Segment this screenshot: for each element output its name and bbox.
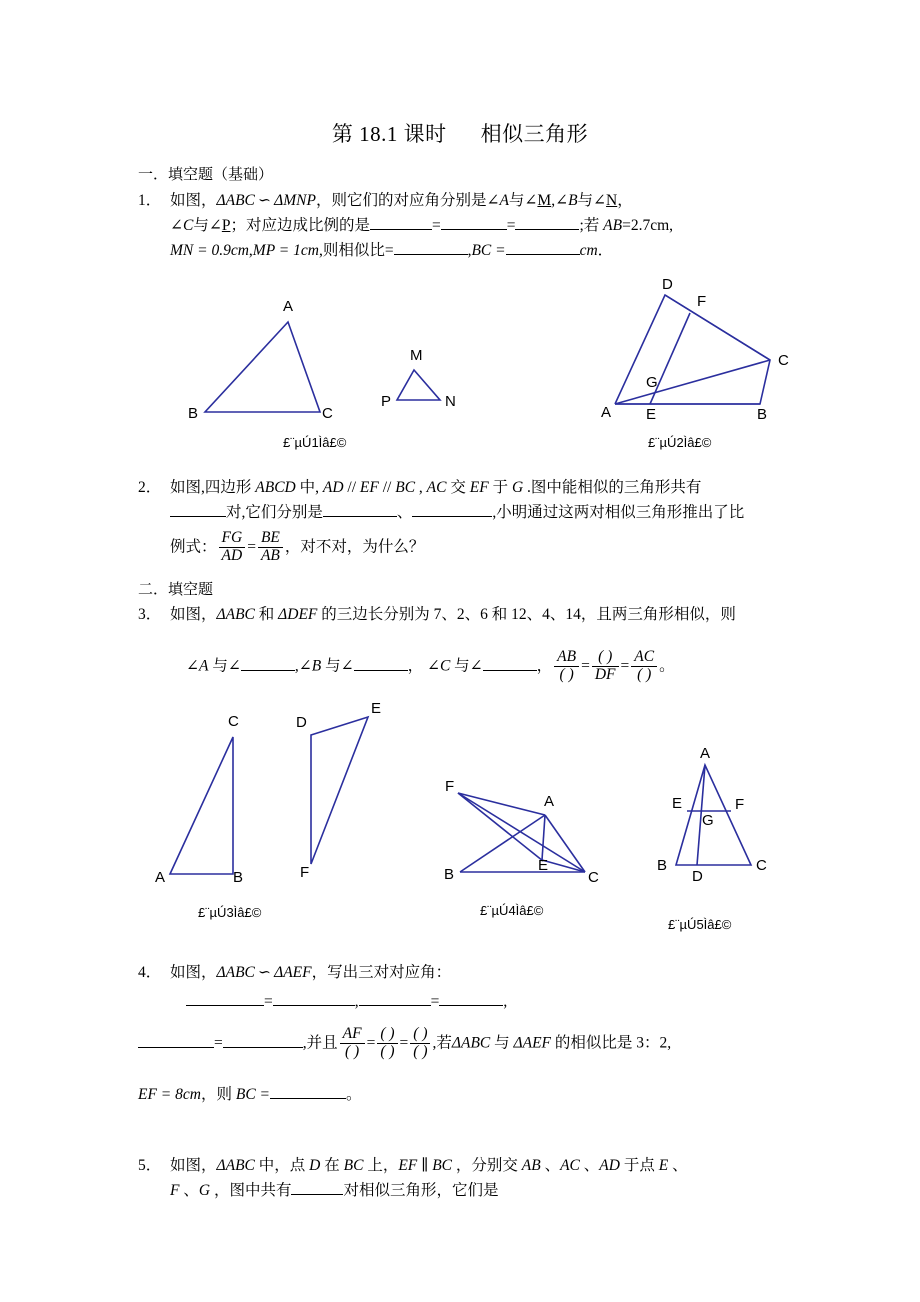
fig3-label-E: E — [371, 700, 382, 717]
q5-l1-h: 于点 — [619, 1157, 659, 1174]
q2-frac2-num: BE — [260, 529, 280, 546]
q4-l3-a: ,并且 — [302, 1034, 338, 1052]
fig2-label-C: C — [778, 352, 789, 369]
q5-l2-b: ，图中共有 — [210, 1182, 292, 1199]
q2-l1-d: 交 — [446, 479, 470, 496]
q1-l2-d: ;若 — [579, 217, 604, 234]
q5-blank-count[interactable] — [291, 1181, 343, 1195]
q4-blank-angle-2b[interactable] — [439, 992, 503, 1006]
q5-parallel: ∥ — [417, 1157, 433, 1174]
q1-l1-d: ,∠ — [551, 192, 569, 209]
question-4 — [138, 960, 838, 1107]
q4-comma-2: , — [503, 993, 508, 1010]
fig5-label-G: G — [702, 812, 714, 829]
q1-l1-a: 如图， — [170, 192, 217, 209]
q4-seg-BC: BC = — [235, 1086, 271, 1104]
q3-frac-ac-num: AC — [634, 648, 655, 665]
fig5-label-A: A — [700, 745, 711, 762]
q4-fraction-af — [340, 1026, 365, 1060]
q4-frac-af-den: ( ) — [340, 1043, 365, 1061]
fig4-label-E: E — [538, 857, 549, 874]
q2-frac2-den: AB — [258, 547, 283, 565]
q3-l1-a: 如图， — [170, 606, 217, 623]
q5-number: 5． — [138, 1157, 162, 1174]
q4-eq-a: = — [366, 1034, 376, 1052]
q2-seg-AD: AD — [322, 479, 344, 496]
q4-triangle-abc: ΔABC — [216, 964, 255, 981]
section-heading-1: 一．填空题（基础） — [138, 167, 274, 183]
fig5-label-F: F — [735, 796, 745, 813]
fig3-caption: £¨µÚ3Ìâ£© — [198, 905, 262, 920]
fig3-label-A: A — [155, 869, 166, 886]
q5-seg-AB: AB — [521, 1157, 541, 1174]
q4-l1-a: 如图， — [170, 964, 217, 981]
q2-l2-a: 对,它们分别是 — [226, 504, 323, 521]
q5-l1-g: 、 — [579, 1157, 600, 1174]
q3-l2-end: 。 — [659, 657, 675, 675]
q3-l2-d: 与∠ — [321, 657, 354, 675]
q1-eq-2: = — [506, 217, 516, 234]
q2-l2-b: 、 — [396, 504, 413, 521]
q2-seg-AC: AC — [426, 479, 447, 496]
q1-triangle-abc: ΔABC — [216, 192, 255, 209]
q3-eq-2: = — [620, 657, 630, 675]
q4-blank-angle-1b[interactable] — [273, 992, 355, 1006]
q1-seg-BC: BC = — [471, 242, 506, 259]
q2-seg-EF: EF — [359, 479, 379, 496]
q1-answer-3[interactable]: P — [221, 217, 231, 234]
q1-seg-MN: MN = 0.9cm — [170, 242, 249, 259]
q1-l1-c: 与∠ — [508, 192, 538, 209]
q4-eq-3: = — [214, 1034, 223, 1052]
q3-frac-ac-den: ( ) — [631, 666, 657, 684]
q3-eq-1: = — [581, 657, 590, 675]
q4-l4-a: ，则 — [200, 1086, 236, 1104]
fig4-label-C: C — [588, 869, 599, 886]
q5-l1-i: 、 — [668, 1157, 688, 1174]
q5-point-F: F — [170, 1182, 180, 1199]
q1-l2-a: ∠ — [170, 217, 183, 234]
q1-l3-a: , — [248, 242, 253, 259]
q4-frac-b-num: ( ) — [380, 1025, 395, 1042]
q1-l1-b: ，则它们的对应角分别是∠ — [315, 192, 500, 209]
q4-eq-2: = — [430, 993, 440, 1010]
fig5-label-D: D — [692, 868, 703, 885]
q2-point-G: G — [511, 479, 524, 496]
q3-frac-ab-num: AB — [557, 648, 577, 665]
q2-parallel-2: // — [378, 479, 396, 496]
q2-quad-abcd: ABCD — [255, 479, 296, 496]
q5-l1-e: ，分别交 — [452, 1157, 522, 1174]
q4-blank-angle-3b[interactable] — [223, 1034, 303, 1048]
q4-l1-b: ，写出三对对应角： — [311, 964, 452, 981]
q4-l4-b: 。 — [346, 1086, 362, 1104]
fig1-label-A: A — [283, 298, 294, 315]
q2-frac1-num: FG — [221, 529, 243, 546]
q5-point-G: G — [198, 1182, 211, 1199]
fig2-label-A: A — [601, 404, 612, 421]
q2-l3-eq: = — [247, 538, 256, 556]
q5-seg-EF: EF — [398, 1157, 418, 1174]
q3-angle-A: A — [199, 657, 209, 675]
fig2-label-B: B — [757, 406, 768, 423]
fig3-label-B: B — [233, 869, 244, 886]
q5-l1-a: 如图， — [170, 1157, 217, 1174]
q2-l3-b: ，对不对，为什么？ — [284, 538, 425, 556]
fig4-label-B: B — [444, 866, 455, 883]
question-5 — [138, 1153, 838, 1203]
q1-answer-1[interactable]: M — [537, 192, 552, 209]
q4-blank-angle-2a[interactable] — [359, 992, 431, 1006]
fig5-label-C: C — [756, 857, 767, 874]
q1-l3-comma: , — [467, 242, 472, 259]
q1-answer-2[interactable]: N — [606, 192, 618, 209]
q4-l3-d: 的相似比是 3：2, — [551, 1034, 672, 1052]
q1-l2-c: ；对应边成比例的是 — [230, 217, 370, 234]
q1-l1-f: ， — [617, 192, 633, 209]
q4-l3-c: 与 — [490, 1034, 514, 1052]
fig3-label-D: D — [296, 714, 307, 731]
q4-blank-bc[interactable] — [270, 1085, 346, 1099]
q2-l1-a: 如图,四边形 — [170, 479, 256, 496]
q4-frac-c-num: ( ) — [413, 1025, 428, 1042]
q3-l2-a: ∠ — [186, 657, 199, 675]
q4-frac-af-num: AF — [342, 1025, 362, 1042]
q2-seg-EF-2: EF — [469, 479, 489, 496]
q4-triangle-aef: ΔAEF — [274, 964, 312, 981]
q5-triangle-abc: ΔABC — [216, 1157, 255, 1174]
q1-similar-sign: ∽ — [258, 192, 271, 209]
q2-parallel-1: // — [343, 479, 360, 496]
q1-seg-MP: MP = 1cm — [252, 242, 319, 259]
fig5-label-E: E — [672, 795, 683, 812]
q1-l2-e: =2.7cm, — [622, 217, 674, 234]
section-heading-2: 二．填空题 — [138, 582, 214, 598]
q3-frac-ab-den: ( ) — [554, 666, 579, 684]
fig5-label-B: B — [657, 857, 668, 874]
fig2-label-F: F — [697, 293, 707, 310]
q1-l1-e: 与∠ — [577, 192, 607, 209]
q1-angle-C: C — [183, 217, 194, 234]
q4-blank-angle-1a[interactable] — [186, 992, 264, 1006]
fig4-label-A: A — [544, 793, 555, 810]
q4-comma-1: , — [354, 993, 359, 1010]
q2-number: 2． — [138, 479, 162, 496]
q4-l3-b: ,若 — [432, 1034, 452, 1052]
q2-l2-c: ,小明通过这两对相似三角形推出了比 — [492, 504, 745, 521]
q2-l1-b: 中, — [295, 479, 323, 496]
q1-seg-AB: AB — [603, 217, 623, 234]
q1-eq-1: = — [431, 217, 441, 234]
fig1-caption: £¨µÚ1Ìâ£© — [283, 435, 347, 450]
q3-l1-c: 的三边长分别为 7、2、6 和 12、4、14，且两三角形相似，则 — [317, 606, 736, 623]
q5-seg-BC-2: BC — [432, 1157, 452, 1174]
q3-frac-df-num: ( ) — [598, 648, 613, 665]
q3-l2-g: ， — [536, 657, 553, 675]
q5-seg-AC: AC — [560, 1157, 580, 1174]
q4-triangle-aef-2: ΔAEF — [513, 1034, 552, 1052]
fig5-caption: £¨µÚ5Ìâ£© — [668, 917, 732, 932]
q3-number: 3． — [138, 606, 162, 623]
q5-point-E: E — [658, 1157, 669, 1174]
q4-fraction-b — [377, 1026, 397, 1060]
fig4-caption: £¨µÚ4Ìâ£© — [480, 903, 544, 918]
q3-triangle-def: ΔDEF — [278, 606, 318, 623]
title-prefix: 第 18.1 课时 — [331, 122, 447, 146]
title-main: 相似三角形 — [480, 122, 589, 146]
q3-angle-B: B — [311, 657, 322, 675]
q2-frac1-den: AD — [219, 547, 246, 565]
q5-l1-d: 上， — [363, 1157, 399, 1174]
fig1-label-B: B — [188, 405, 199, 422]
q1-number: 1． — [138, 192, 162, 209]
fig2-label-E: E — [646, 406, 657, 423]
q1-angle-A: A — [499, 192, 509, 209]
q5-l2-c: 对相似三角形，它们是 — [343, 1182, 499, 1199]
q3-l2-b: 与∠ — [208, 657, 241, 675]
fig2-caption: £¨µÚ2Ìâ£© — [648, 435, 712, 450]
q1-angle-B: B — [568, 192, 578, 209]
q4-number: 4． — [138, 964, 162, 981]
q2-seg-BC: BC — [395, 479, 416, 496]
q4-blank-angle-3a[interactable] — [138, 1034, 214, 1048]
q4-frac-c-den: ( ) — [410, 1043, 430, 1061]
fig3-label-C: C — [228, 713, 239, 730]
fig1-label-C: C — [322, 405, 333, 422]
q5-seg-AD: AD — [599, 1157, 620, 1174]
q4-frac-b-den: ( ) — [377, 1043, 397, 1061]
fig4-label-F: F — [445, 778, 455, 795]
fig3-label-F: F — [300, 864, 310, 881]
q1-l3-b: ,则相似比= — [318, 242, 394, 259]
q3-l1-b: 和 — [254, 606, 279, 623]
q2-l3-a: 例式： — [170, 538, 217, 556]
q5-point-D: D — [309, 1157, 321, 1174]
fig1-label-N: N — [445, 393, 456, 410]
q5-seg-BC: BC — [343, 1157, 364, 1174]
q3-angle-C: C — [439, 657, 451, 675]
q3-l2-c: ,∠ — [294, 657, 312, 675]
q4-seg-EF: EF = 8cm — [138, 1086, 201, 1104]
q3-frac-df-den: DF — [592, 666, 619, 684]
q2-l1-f: .图中能相似的三角形共有 — [523, 479, 702, 496]
q5-l1-c: 在 — [320, 1157, 344, 1174]
q5-l1-f: 、 — [540, 1157, 561, 1174]
q3-triangle-abc: ΔABC — [216, 606, 255, 623]
fig2-label-D: D — [662, 276, 673, 293]
fig2-label-G: G — [646, 374, 658, 391]
q4-fraction-c — [410, 1026, 430, 1060]
q1-unit-cm: cm — [579, 242, 598, 259]
q4-eq-1: = — [264, 993, 273, 1010]
fig1-label-P: P — [381, 393, 392, 410]
q2-l1-e: 于 — [488, 479, 512, 496]
q2-l1-c: , — [415, 479, 427, 496]
q5-l2-a: 、 — [179, 1182, 199, 1199]
q1-l3-period: ． — [597, 242, 614, 259]
q3-l2-f: 与∠ — [450, 657, 483, 675]
fig1-label-M: M — [410, 347, 423, 364]
q4-eq-b: = — [399, 1034, 409, 1052]
q4-triangle-abc-2: ΔABC — [451, 1034, 491, 1052]
q5-l1-b: 中，点 — [254, 1157, 310, 1174]
q4-similar-sign: ∽ — [258, 964, 271, 981]
q1-triangle-mnp: ΔMNP — [274, 192, 316, 209]
q1-l2-b: 与∠ — [193, 217, 222, 234]
q3-l2-e: ， ∠ — [407, 657, 440, 675]
